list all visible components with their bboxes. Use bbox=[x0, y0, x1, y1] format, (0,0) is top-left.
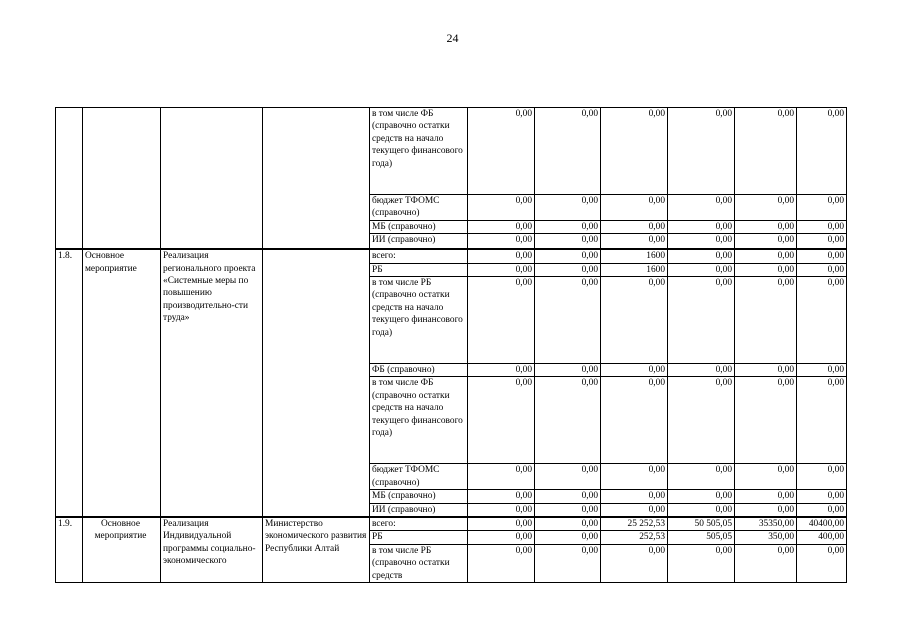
value-cell: 0,00 bbox=[468, 195, 535, 221]
value-cell: 350,00 bbox=[735, 531, 797, 544]
value-cell: 0,00 bbox=[468, 531, 535, 544]
value-cell: 0,00 bbox=[468, 108, 535, 195]
value-cell: 0,00 bbox=[601, 108, 668, 195]
value-cell: 0,00 bbox=[735, 377, 797, 464]
value-cell: 0,00 bbox=[468, 464, 535, 490]
item-number: 1.8. bbox=[56, 249, 83, 517]
value-cell: 0,00 bbox=[668, 249, 735, 263]
value-cell: 0,00 bbox=[535, 277, 601, 364]
value-cell: 0,00 bbox=[797, 464, 847, 490]
value-cell: 0,00 bbox=[535, 377, 601, 464]
value-cell: 50 505,05 bbox=[668, 517, 735, 531]
value-cell: 0,00 bbox=[735, 277, 797, 364]
value-cell: 0,00 bbox=[735, 364, 797, 377]
value-cell: 0,00 bbox=[797, 263, 847, 276]
value-cell: 0,00 bbox=[601, 234, 668, 250]
value-cell: 0,00 bbox=[468, 377, 535, 464]
value-cell: 0,00 bbox=[468, 220, 535, 233]
value-cell: 400,00 bbox=[797, 531, 847, 544]
prev-name-cell bbox=[161, 108, 263, 250]
table-row bbox=[56, 517, 847, 531]
value-cell: 0,00 bbox=[735, 249, 797, 263]
value-cell: 0,00 bbox=[735, 220, 797, 233]
source-cell: всего: bbox=[370, 517, 468, 531]
value-cell: 0,00 bbox=[535, 249, 601, 263]
value-cell: 0,00 bbox=[668, 490, 735, 503]
value-cell: 505,05 bbox=[668, 531, 735, 544]
value-cell: 0,00 bbox=[601, 277, 668, 364]
source-cell: РБ bbox=[370, 531, 468, 544]
item-executor bbox=[263, 249, 370, 517]
value-cell: 0,00 bbox=[535, 220, 601, 233]
prev-executor-cell bbox=[263, 108, 370, 250]
value-cell: 0,00 bbox=[668, 377, 735, 464]
value-cell: 0,00 bbox=[468, 263, 535, 276]
value-cell: 0,00 bbox=[797, 277, 847, 364]
value-cell: 0,00 bbox=[735, 544, 797, 582]
value-cell: 0,00 bbox=[468, 544, 535, 582]
item-name: Реализация Индивидуальной программы социально-экономического bbox=[161, 517, 263, 583]
value-cell: 0,00 bbox=[535, 108, 601, 195]
value-cell: 0,00 bbox=[797, 490, 847, 503]
value-cell: 0,00 bbox=[668, 263, 735, 276]
value-cell: 0,00 bbox=[601, 364, 668, 377]
value-cell: 0,00 bbox=[468, 277, 535, 364]
value-cell: 25 252,53 bbox=[601, 517, 668, 531]
value-cell: 0,00 bbox=[735, 108, 797, 195]
value-cell: 0,00 bbox=[797, 377, 847, 464]
value-cell: 0,00 bbox=[601, 195, 668, 221]
page-number: 24 bbox=[446, 31, 459, 45]
item-executor: Министерство экономического развития Республики Алтай bbox=[263, 517, 370, 583]
value-cell: 0,00 bbox=[535, 263, 601, 276]
value-cell: 0,00 bbox=[797, 503, 847, 517]
value-cell: 0,00 bbox=[735, 263, 797, 276]
source-cell: в том числе РБ (справочно остатки средств bbox=[370, 544, 468, 582]
value-cell: 0,00 bbox=[668, 108, 735, 195]
value-cell: 0,00 bbox=[535, 234, 601, 250]
source-cell: МБ (справочно) bbox=[370, 490, 468, 503]
source-cell: ИИ (справочно) bbox=[370, 503, 468, 517]
value-cell: 0,00 bbox=[601, 490, 668, 503]
prev-section bbox=[56, 108, 847, 250]
table-row bbox=[56, 108, 847, 195]
source-cell: в том числе ФБ (справочно остатки средств на начало текущего финансового года) bbox=[370, 108, 468, 195]
value-cell: 0,00 bbox=[735, 490, 797, 503]
value-cell: 0,00 bbox=[735, 195, 797, 221]
table-row bbox=[56, 249, 847, 263]
item-1-8-section bbox=[56, 249, 847, 517]
value-cell: 0,00 bbox=[601, 377, 668, 464]
value-cell: 1600 bbox=[601, 249, 668, 263]
value-cell: 0,00 bbox=[535, 503, 601, 517]
value-cell: 0,00 bbox=[668, 220, 735, 233]
item-type: Основное мероприятие bbox=[83, 249, 161, 517]
source-cell: РБ bbox=[370, 263, 468, 276]
value-cell: 0,00 bbox=[797, 220, 847, 233]
value-cell: 35350,00 bbox=[735, 517, 797, 531]
value-cell: 0,00 bbox=[601, 503, 668, 517]
source-cell: ИИ (справочно) bbox=[370, 234, 468, 250]
value-cell: 0,00 bbox=[797, 544, 847, 582]
value-cell: 40400,00 bbox=[797, 517, 847, 531]
value-cell: 0,00 bbox=[668, 364, 735, 377]
value-cell: 0,00 bbox=[797, 364, 847, 377]
value-cell: 0,00 bbox=[735, 234, 797, 250]
value-cell: 0,00 bbox=[535, 517, 601, 531]
value-cell: 0,00 bbox=[535, 544, 601, 582]
item-type: Основное мероприятие bbox=[83, 517, 161, 583]
source-cell: в том числе РБ (справочно остатки средств на начало текущего финансового года) bbox=[370, 277, 468, 364]
value-cell: 0,00 bbox=[468, 249, 535, 263]
value-cell: 0,00 bbox=[735, 503, 797, 517]
prev-number-cell bbox=[56, 108, 83, 250]
source-cell: бюджет ТФОМС (справочно) bbox=[370, 195, 468, 221]
value-cell: 0,00 bbox=[735, 464, 797, 490]
value-cell: 0,00 bbox=[535, 464, 601, 490]
value-cell: 0,00 bbox=[797, 249, 847, 263]
value-cell: 0,00 bbox=[535, 364, 601, 377]
value-cell: 252,53 bbox=[601, 531, 668, 544]
value-cell: 0,00 bbox=[601, 464, 668, 490]
source-cell: в том числе ФБ (справочно остатки средств на начало текущего финансового года) bbox=[370, 377, 468, 464]
value-cell: 1600 bbox=[601, 263, 668, 276]
value-cell: 0,00 bbox=[668, 464, 735, 490]
prev-type-cell bbox=[83, 108, 161, 250]
value-cell: 0,00 bbox=[797, 234, 847, 250]
source-cell: ФБ (справочно) bbox=[370, 364, 468, 377]
value-cell: 0,00 bbox=[797, 108, 847, 195]
source-cell: МБ (справочно) bbox=[370, 220, 468, 233]
value-cell: 0,00 bbox=[468, 364, 535, 377]
value-cell: 0,00 bbox=[668, 544, 735, 582]
value-cell: 0,00 bbox=[797, 195, 847, 221]
value-cell: 0,00 bbox=[535, 490, 601, 503]
value-cell: 0,00 bbox=[468, 503, 535, 517]
item-1-9-section bbox=[56, 517, 847, 583]
value-cell: 0,00 bbox=[601, 544, 668, 582]
value-cell: 0,00 bbox=[468, 490, 535, 503]
item-number: 1.9. bbox=[56, 517, 83, 583]
value-cell: 0,00 bbox=[535, 195, 601, 221]
value-cell: 0,00 bbox=[535, 531, 601, 544]
value-cell: 0,00 bbox=[468, 234, 535, 250]
value-cell: 0,00 bbox=[668, 195, 735, 221]
source-cell: всего: bbox=[370, 249, 468, 263]
value-cell: 0,00 bbox=[668, 277, 735, 364]
value-cell: 0,00 bbox=[601, 220, 668, 233]
value-cell: 0,00 bbox=[468, 517, 535, 531]
value-cell: 0,00 bbox=[668, 234, 735, 250]
source-cell: бюджет ТФОМС (справочно) bbox=[370, 464, 468, 490]
value-cell: 0,00 bbox=[668, 503, 735, 517]
item-name: Реализация регионального проекта «Системные меры по повышению производительно-сти труда» bbox=[161, 249, 263, 517]
budget-table bbox=[55, 107, 847, 583]
